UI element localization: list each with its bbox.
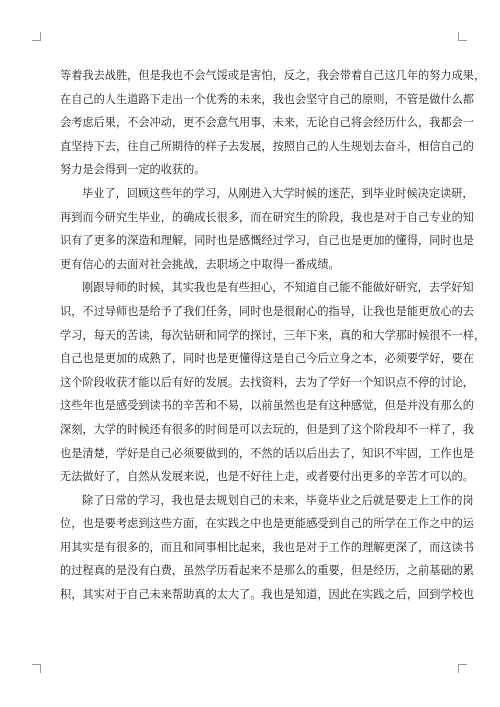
text-line: 除了日常的学习，我也是去规划自己的未来，毕竟毕业之后就是要走上工作的岗 <box>82 493 474 507</box>
text-line: 再到而今研究生毕业，的确成长很多，而在研究生的阶段，我也是对于自己专业的知 <box>60 210 474 224</box>
text-line: 这个阶段收获才能以后有好的发展。去找资料，去为了学好一个知识点不停的讨论， <box>60 375 474 389</box>
paragraph-1 <box>60 64 486 182</box>
text-line: 在自己的人生道路下走出一个优秀的未来，我也会坚守自己的原则，不管是做什么都 <box>60 92 474 106</box>
text-line: 识有了更多的深造和理解，同时也是感慨经过学习，自己也是更加的懂得，同时也是 <box>60 234 474 248</box>
paragraph-2 <box>60 182 474 276</box>
text-line: 会考虑后果，不会冲动，更不会意气用事，未来，无论自己将会经历什么，我都会一 <box>60 116 474 130</box>
text-line: 努力是会得到一定的收获的。 <box>60 163 206 177</box>
text-line: 学习，每天的苦读，每次钻研和同学的探讨，三年下来，真的和大学那时候很不一样， <box>60 328 486 342</box>
text-line: 位，也是要考虑到这些方面，在实践之中也是更能感受到自己的所学在工作之中的运 <box>60 517 474 531</box>
text-line: 也是清楚，学好是自己必须要做到的，不然的话以后出去了，知识不牢固，工作也是 <box>60 446 474 460</box>
crop-mark-top-right <box>458 32 467 41</box>
text-line: 积，其实对于自己未来帮助真的太大了。我也是知道，因此在实践之后，回到学校也 <box>60 588 474 602</box>
text-line: 自己也是更加的成熟了，同时也是更懂得这是自己今后立身之本，必须要学好，要在 <box>60 352 474 366</box>
crop-mark-bottom-right <box>458 664 467 673</box>
text-line: 等着我去战胜，但是我也不会气馁或是害怕，反之，我会带着自己这几年的努力成果， <box>60 69 486 82</box>
text-line: 用其实是有很多的，而且和同事相比起来，我也是对于工作的理解更深了，而这读书 <box>60 540 474 554</box>
text-line: 直坚持下去，往自己所期待的样子去发展，按照自己的人生规划去奋斗，相信自己的 <box>60 139 474 153</box>
text-line: 更有信心的去面对社会挑战，去职场之中取得一番成绩。 <box>60 257 340 271</box>
text-line: 毕业了，回顾这些年的学习，从刚进入大学时候的迷茫，到毕业时候决定读研， <box>82 186 474 200</box>
document-body <box>60 64 486 607</box>
text-line: 无法做好了，自然从发展来说，也是不好往上走，或者要付出更多的辛苦才可以的。 <box>60 470 474 484</box>
text-line: 这些年也是感受到读书的辛苦和不易，以前虽然也是有这种感觉，但是并没有那么的 <box>60 399 474 413</box>
crop-mark-top-left <box>32 32 41 41</box>
text-line: 的过程真的是没有白费，虽然学历看起来不是那么的重要，但是经历，之前基础的累 <box>60 564 474 578</box>
paragraph-3 <box>60 276 486 488</box>
paragraph-4 <box>60 489 474 607</box>
text-line: 识，不过导师也是给予了我们任务，同时也是很耐心的指导，让我也是能更放心的去 <box>60 304 474 318</box>
text-line: 刚跟导师的时候，其实我也是有些担心，不知道自己能不能做好研究，去学好知 <box>82 281 474 295</box>
text-line: 深刻，大学的时候还有很多的时间是可以去玩的，但是到了这个阶段却不一样了，我 <box>60 422 474 436</box>
crop-mark-bottom-left <box>32 664 41 673</box>
